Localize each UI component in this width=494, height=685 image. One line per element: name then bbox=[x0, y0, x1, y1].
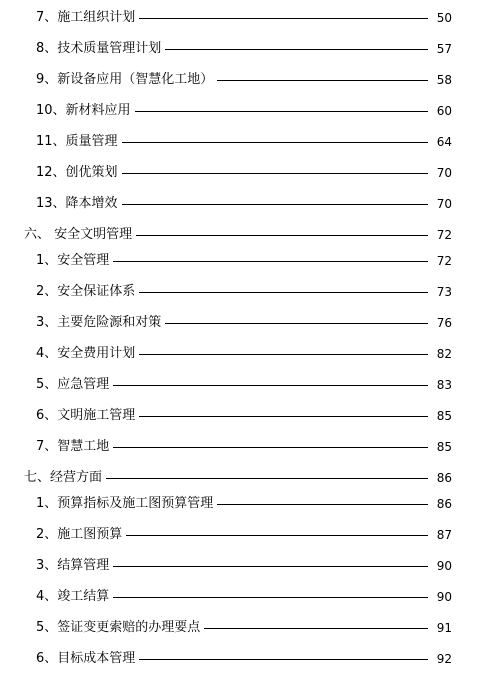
toc-page-number: 50 bbox=[436, 11, 452, 25]
toc-entry-label: 12、创优策划 bbox=[36, 165, 118, 180]
toc-leader-line bbox=[217, 80, 428, 81]
toc-leader-line bbox=[122, 142, 428, 143]
toc-entry[interactable] bbox=[0, 100, 494, 122]
toc-page-number: 83 bbox=[436, 378, 452, 392]
toc-entry-label: 2、安全保证体系 bbox=[36, 284, 136, 299]
toc-page-number: 57 bbox=[436, 42, 452, 56]
toc-leader-line bbox=[113, 261, 428, 262]
toc-page-number: 82 bbox=[436, 347, 452, 361]
toc-entry-label: 7、施工组织计划 bbox=[36, 10, 136, 25]
toc-entry-label: 1、预算指标及施工图预算管理 bbox=[36, 496, 214, 511]
toc-leader-line bbox=[165, 323, 428, 324]
toc-page-number: 76 bbox=[436, 316, 452, 330]
toc-leader-line bbox=[136, 235, 428, 236]
toc-page-number: 91 bbox=[436, 621, 452, 635]
toc-section-entry[interactable] bbox=[0, 467, 494, 489]
toc-page-number: 73 bbox=[436, 285, 452, 299]
toc-entry-label: 5、应急管理 bbox=[36, 377, 110, 392]
toc-entry[interactable] bbox=[0, 312, 494, 334]
toc-entry-label: 4、安全费用计划 bbox=[36, 346, 136, 361]
toc-page-number: 90 bbox=[436, 559, 452, 573]
toc-entry-label: 1、安全管理 bbox=[36, 253, 110, 268]
toc-entry[interactable] bbox=[0, 617, 494, 639]
toc-entry[interactable] bbox=[0, 38, 494, 60]
toc-leader-line bbox=[113, 597, 428, 598]
toc-entry-label: 2、施工图预算 bbox=[36, 527, 123, 542]
toc-leader-line bbox=[139, 292, 428, 293]
toc-entry[interactable] bbox=[0, 250, 494, 272]
toc-entry[interactable] bbox=[0, 555, 494, 577]
toc-page-number: 60 bbox=[436, 104, 452, 118]
toc-entry[interactable] bbox=[0, 436, 494, 458]
toc-leader-line bbox=[204, 628, 428, 629]
toc-entry[interactable] bbox=[0, 7, 494, 29]
toc-entry-label: 6、文明施工管理 bbox=[36, 408, 136, 423]
toc-entry[interactable] bbox=[0, 69, 494, 91]
toc-page-number: 72 bbox=[436, 228, 452, 242]
toc-entry[interactable] bbox=[0, 493, 494, 515]
toc-entry[interactable] bbox=[0, 648, 494, 670]
toc-page-number: 86 bbox=[436, 471, 452, 485]
toc-entry-label: 3、结算管理 bbox=[36, 558, 110, 573]
toc-page-number: 58 bbox=[436, 73, 452, 87]
toc-page-number: 72 bbox=[436, 254, 452, 268]
toc-leader-line bbox=[113, 385, 428, 386]
toc-leader-line bbox=[126, 535, 428, 536]
toc-page-number: 90 bbox=[436, 590, 452, 604]
toc-entry-label: 4、竣工结算 bbox=[36, 589, 110, 604]
toc-entry-label: 9、新设备应用（智慧化工地） bbox=[36, 72, 214, 87]
toc-entry[interactable] bbox=[0, 281, 494, 303]
toc-entry-label: 7、智慧工地 bbox=[36, 439, 110, 454]
toc-entry[interactable] bbox=[0, 131, 494, 153]
toc-entry[interactable] bbox=[0, 524, 494, 546]
toc-entry-label: 3、主要危险源和对策 bbox=[36, 315, 162, 330]
toc-entry[interactable] bbox=[0, 343, 494, 365]
toc-page-number: 70 bbox=[436, 166, 452, 180]
toc-page-number: 85 bbox=[436, 440, 452, 454]
toc-leader-line bbox=[135, 111, 428, 112]
toc-entry-label: 5、签证变更索赔的办理要点 bbox=[36, 620, 201, 635]
toc-page-number: 64 bbox=[436, 135, 452, 149]
toc-leader-line bbox=[113, 447, 428, 448]
toc-entry-label: 8、技术质量管理计划 bbox=[36, 41, 162, 56]
toc-entry-label: 六、 安全文明管理 bbox=[24, 227, 133, 242]
toc-entry[interactable] bbox=[0, 162, 494, 184]
toc-leader-line bbox=[106, 478, 428, 479]
toc-entry[interactable] bbox=[0, 374, 494, 396]
toc-leader-line bbox=[139, 354, 428, 355]
toc-page-number: 92 bbox=[436, 652, 452, 666]
toc-entry[interactable] bbox=[0, 193, 494, 215]
toc-entry-label: 11、质量管理 bbox=[36, 134, 118, 149]
toc-leader-line bbox=[139, 416, 428, 417]
toc-entry-label: 10、新材料应用 bbox=[36, 103, 131, 118]
toc-leader-line bbox=[122, 204, 428, 205]
toc-leader-line bbox=[113, 566, 428, 567]
toc-entry-label: 七、经营方面 bbox=[24, 470, 103, 485]
toc-leader-line bbox=[139, 659, 428, 660]
toc-page-number: 86 bbox=[436, 497, 452, 511]
toc-entry[interactable] bbox=[0, 405, 494, 427]
toc-leader-line bbox=[217, 504, 428, 505]
toc-leader-line bbox=[139, 18, 428, 19]
toc-entry-label: 6、目标成本管理 bbox=[36, 651, 136, 666]
toc-section-entry[interactable] bbox=[0, 224, 494, 246]
toc-page-number: 85 bbox=[436, 409, 452, 423]
toc-page-number: 70 bbox=[436, 197, 452, 211]
toc-leader-line bbox=[122, 173, 428, 174]
toc-page-number: 87 bbox=[436, 528, 452, 542]
toc-entry[interactable] bbox=[0, 586, 494, 608]
toc-leader-line bbox=[165, 49, 428, 50]
toc-entry-label: 13、降本增效 bbox=[36, 196, 118, 211]
